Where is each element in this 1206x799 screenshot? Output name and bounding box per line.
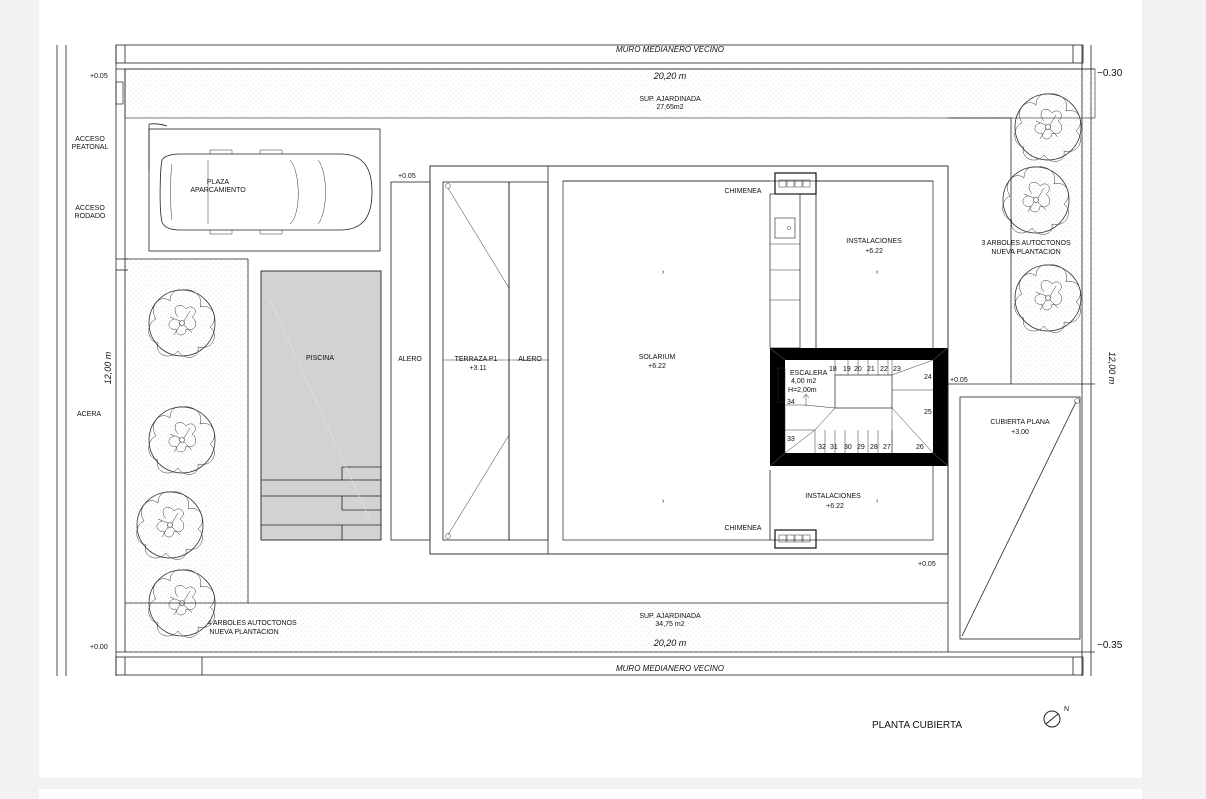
pool-label: PISCINA (305, 355, 335, 362)
trees-right-label-2: NUEVA PLANTACION (991, 249, 1061, 256)
level-top-right: −0.30 (1097, 68, 1123, 79)
stair-step-number: 24 (924, 374, 932, 381)
dimension-height-right: 12,00 m (1107, 351, 1117, 385)
stair-step-number: 33 (787, 436, 795, 443)
level-bottom-left: +0.00 (90, 644, 108, 651)
access-pedestrian-label-1: ACCESO (75, 136, 105, 143)
sidewalk-label: ACERA (76, 411, 102, 418)
dimension-height-left: 12,00 m (103, 351, 113, 385)
party-wall-bottom (116, 657, 1083, 675)
dimension-width-bottom: 20,20 m (653, 638, 687, 648)
garden-top-area: 27,65m2 (656, 104, 684, 111)
stair-step-number: 20 (854, 366, 862, 373)
level-cubierta-left: +0.05 (950, 377, 968, 384)
level-alero: +0.05 (398, 173, 416, 180)
eave-left-label: ALERO (398, 356, 422, 363)
solarium-level: +6.22 (648, 363, 666, 370)
svg-text:‹: ‹ (876, 269, 879, 276)
party-wall-top (116, 45, 1083, 63)
level-bottom-right: −0.35 (1097, 640, 1123, 651)
access-pedestrian-label-2: PEATONAL (71, 144, 109, 151)
party-wall-bottom-label: MURO MEDIANERO VECINO (615, 664, 725, 673)
plan-title: PLANTA CUBIERTA (871, 720, 963, 731)
svg-text:›: › (662, 498, 665, 505)
stair-step-number: 25 (924, 409, 932, 416)
svg-text:›: › (662, 269, 665, 276)
installations-bottom-level: +6.22 (826, 503, 844, 510)
trees-left-label-2: NUEVA PLANTACION (209, 629, 279, 636)
garden-top (125, 69, 1095, 118)
stair-step-number: 31 (830, 444, 838, 451)
stair-step-number: 28 (870, 444, 878, 451)
installations-bottom-name: INSTALACIONES (805, 493, 861, 500)
stair-step-number: 21 (867, 366, 875, 373)
stair-area: 4,00 m2 (791, 378, 817, 385)
stair-step-number: 26 (916, 444, 924, 451)
garden-top-name: SUP. AJARDINADA (639, 96, 701, 103)
north-arrow-icon (1044, 711, 1060, 727)
svg-text:‹: ‹ (876, 498, 879, 505)
stair-step-number: 34 (787, 399, 795, 406)
trees-left-label-1: 4 ARBOLES AUTOCTONOS (207, 620, 297, 627)
access-vehicle-label-1: ACCESO (75, 205, 105, 212)
chimney-top-label: CHIMENEA (724, 188, 762, 195)
party-wall-top-label: MURO MEDIANERO VECINO (615, 45, 725, 54)
garden-bottom (125, 603, 948, 652)
flat-roof-name: CUBIERTA PLANA (990, 419, 1050, 426)
installations-top-level: +6.22 (865, 248, 883, 255)
stair-step-number: 18 (829, 366, 837, 373)
parking-label-1: PLAZA (206, 179, 230, 186)
stair-step-number: 23 (893, 366, 901, 373)
north-label: N (1064, 706, 1070, 713)
stair-step-number: 22 (880, 366, 888, 373)
stair-height: H=2,00m (788, 387, 817, 394)
installations-top-name: INSTALACIONES (846, 238, 902, 245)
eave-right-label: ALERO (518, 356, 542, 363)
dimension-width-top: 20,20 m (653, 71, 687, 81)
garden-bottom-area: 34,75 m2 (655, 621, 685, 628)
solarium-name: SOLARIUM (638, 354, 676, 361)
terrace-name: TERRAZA P1 (454, 356, 498, 363)
trees-right-label-1: 3 ARBOLES AUTOCTONOS (981, 240, 1071, 247)
parking-label-2: APARCAMIENTO (190, 187, 246, 194)
stair-step-number: 19 (843, 366, 851, 373)
parking-space (149, 129, 380, 251)
stair-step-number: 29 (857, 444, 865, 451)
stair-name: ESCALERA (790, 370, 828, 377)
garden-bottom-name: SUP. AJARDINADA (639, 613, 701, 620)
stair-step-number: 27 (883, 444, 891, 451)
chimney-bottom-label: CHIMENEA (724, 525, 762, 532)
level-top-left: +0.05 (90, 73, 108, 80)
garden-left (125, 259, 248, 603)
stair-step-number: 30 (844, 444, 852, 451)
pool (261, 271, 381, 540)
flat-roof-level: +3.00 (1011, 429, 1029, 436)
level-bottom-mid: +0.05 (918, 561, 936, 568)
access-vehicle-label-2: RODADO (74, 213, 106, 220)
stair-step-number: 32 (818, 444, 826, 451)
terrace-level: +3.11 (469, 365, 487, 372)
